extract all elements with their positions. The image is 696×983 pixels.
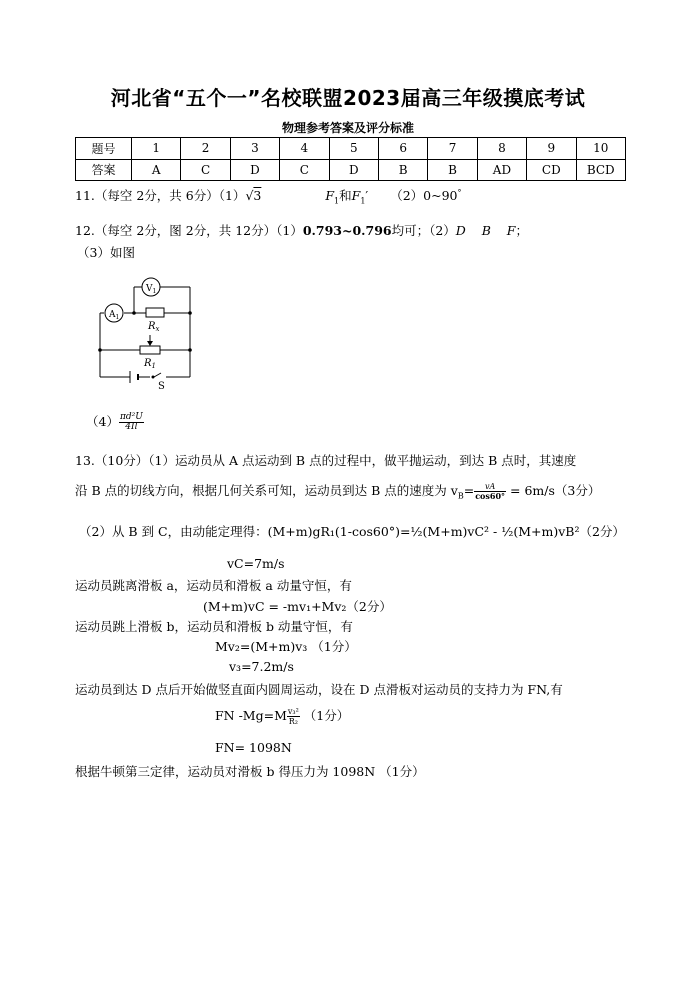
resistor-rx-icon <box>146 308 164 317</box>
rheostat-r1-icon <box>140 346 160 354</box>
f1-prime-subscript: 1 <box>360 196 366 206</box>
question-number: 8 <box>477 138 526 160</box>
f1-prime-symbol: F <box>351 188 361 203</box>
v1-label: V <box>146 284 153 294</box>
answer-cell: A <box>132 159 181 181</box>
rx-label: R <box>148 321 156 332</box>
answer-table-question-row <box>76 138 626 160</box>
q13-vc: vC=7m/s <box>227 556 285 571</box>
question-number: 1 <box>132 138 181 160</box>
q12-end: ； <box>515 223 528 238</box>
degree-mark: ° <box>457 187 462 197</box>
prime-mark: ′ <box>365 188 369 203</box>
vb-fraction <box>474 482 506 501</box>
svg-text:R1 <box>143 358 156 370</box>
answer-cell: B <box>378 159 427 181</box>
answer-cell: D <box>329 159 378 181</box>
q13-line5: 运动员跳离滑板 a，运动员和滑板 a 动量守恒，有 <box>75 578 352 593</box>
q13-line3: （2）从 B 到 C，由动能定理得：(M+m)gR₁(1-cos60°)=½(M+m)vC² - ½(M+m)vB²（2分） <box>79 524 625 539</box>
switch-label: S <box>158 381 165 391</box>
page-subtitle: 物理参考答案及评分标准 <box>281 121 414 135</box>
q13-line7: 运动员跳上滑板 b，运动员和滑板 b 动量守恒，有 <box>75 619 353 634</box>
answer-table-answer-row <box>76 159 626 181</box>
q13-eq8: Mv₂=(M+m)v₃ （1分） <box>215 639 357 654</box>
a1-subscript: 1 <box>115 314 120 321</box>
question-number: 3 <box>230 138 279 160</box>
battery-icon <box>130 371 138 383</box>
answer-cell: B <box>428 159 477 181</box>
q11-prefix: 11.（每空 2分，共 6分）（1） <box>75 188 246 203</box>
rx-subscript: x <box>155 325 160 333</box>
r1-subscript: 1 <box>151 362 156 370</box>
sqrt-symbol: √ <box>245 188 254 203</box>
r1-label: R <box>144 358 152 369</box>
equals-sign: = <box>463 483 475 498</box>
eq11-numerator: v₃² <box>287 707 299 716</box>
slider-arrow-icon <box>147 341 153 346</box>
q12-range: 0.793~0.796 <box>302 223 392 238</box>
q13-eq11 <box>215 706 349 726</box>
answer-cell: CD <box>527 159 576 181</box>
v1-subscript: 1 <box>152 288 157 295</box>
question-number: 2 <box>181 138 230 160</box>
answer-cell: C <box>181 159 230 181</box>
circuit-diagram <box>96 273 208 391</box>
q12-valid: 均可；（2） <box>391 223 456 238</box>
eq11-fraction <box>287 707 300 726</box>
question-number: 6 <box>378 138 427 160</box>
q13-line2-text: 沿 B 点的切线方向，根据几何关系可知，运动员到达 B 点的速度为 v <box>75 483 458 498</box>
sqrt-value: 3 <box>253 188 262 203</box>
row-header-question: 题号 <box>76 138 132 160</box>
question-number: 7 <box>428 138 477 160</box>
q11-he: 和 <box>339 188 352 203</box>
q13-eq6: (M+m)vC = -mv₁+Mv₂（2分） <box>203 599 392 614</box>
q12-prefix: 12.（每空 2分，图 2分，共 12分）（1） <box>75 223 303 238</box>
question-number: 10 <box>576 138 625 160</box>
answer-cell: AD <box>477 159 526 181</box>
q13-line1: 13.（10分）（1）运动员从 A 点运动到 B 点的过程中，做平抛运动，到达 B 点时，其速度 <box>75 453 577 468</box>
q12-part4 <box>86 412 144 432</box>
part4-label: （4） <box>86 414 119 429</box>
f1-symbol: F <box>325 188 335 203</box>
a1-label: A <box>109 310 116 320</box>
vb-subscript: B <box>457 491 464 501</box>
q13-line2 <box>75 481 600 501</box>
page-title: 河北省“五个一”名校联盟2023届高三年级摸底考试 <box>110 86 586 110</box>
question-number: 5 <box>329 138 378 160</box>
switch-contact-icon <box>152 376 155 379</box>
answer-table <box>75 137 626 181</box>
svg-text:Rx <box>147 321 160 333</box>
vb-fraction-denominator: cos60° <box>475 491 506 501</box>
q12-part3: （3）如图 <box>77 245 135 260</box>
q12-line <box>75 221 528 239</box>
q13-v3: v₃=7.2m/s <box>229 659 294 674</box>
eq11-denominator: R₂ <box>288 717 298 726</box>
row-header-answer: 答案 <box>76 159 132 181</box>
eq11-left: FN -Mg=M <box>215 708 287 723</box>
answer-cell: D <box>230 159 279 181</box>
q13-line13: 根据牛顿第三定律，运动员对滑板 b 得压力为 1098N （1分） <box>75 764 425 779</box>
question-number: 4 <box>280 138 329 160</box>
f1-subscript: 1 <box>334 196 340 206</box>
q13-fn: FN= 1098N <box>215 740 292 755</box>
q13-line10: 运动员到达 D 点后开始做竖直面内圆周运动，设在 D 点滑板对运动员的支持力为 FN,有 <box>75 682 563 697</box>
q11-line <box>75 186 462 206</box>
q11-part2: （2）0~90 <box>390 188 458 203</box>
part4-fraction <box>119 413 144 432</box>
answer-cell: C <box>280 159 329 181</box>
part4-numerator: πd²U <box>119 412 143 422</box>
vb-fraction-numerator: vA <box>474 482 506 492</box>
question-number: 9 <box>527 138 576 160</box>
answer-cell: BCD <box>576 159 625 181</box>
q12-choices: D B F <box>455 223 516 238</box>
eq11-score: （1分） <box>299 708 350 723</box>
vb-result: = 6m/s（3分） <box>506 483 601 498</box>
part4-denominator: 4Il <box>125 422 138 432</box>
